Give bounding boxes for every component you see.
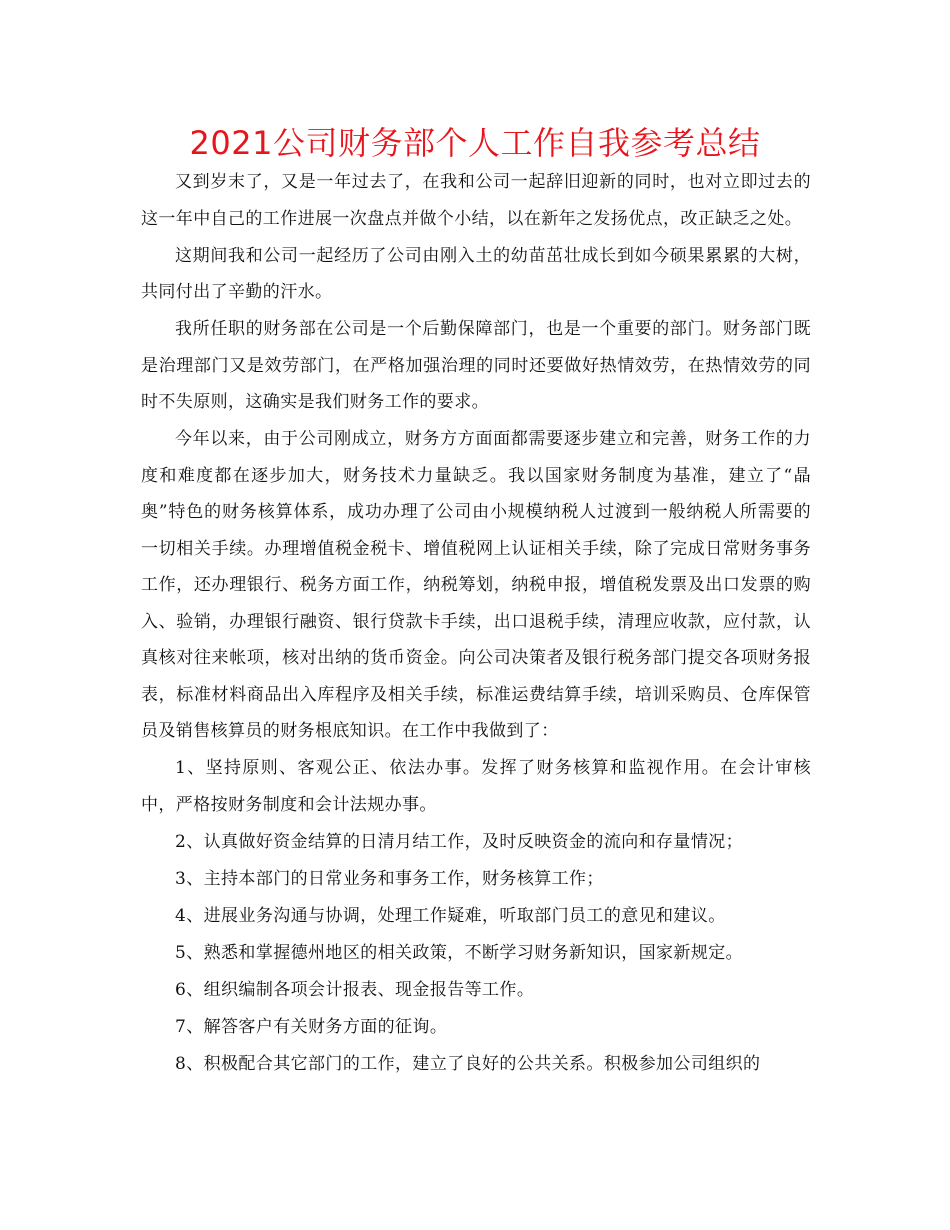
list-item-5: 5、熟悉和掌握德州地区的相关政策，不断学习财务新知识，国家新规定。 — [175, 942, 744, 963]
paragraph-intro: 又到岁末了，又是一年过去了，在我和公司一起辞旧迎新的同时，也对立即过去的这一年中自己的工作进展一次盘点并做个小结，以在新年之发扬优点，改正缺乏之处。 — [141, 172, 811, 229]
paragraph-work-summary: 今年以来，由于公司刚成立，财务方方面面都需要逐步建立和完善，财务工作的力度和难度都在逐步加大，财务技术力量缺乏。我以国家财务制度为基准，建立了“晶奥”特色的财务核算体系，成功办理了公司由小规模纳税人过渡到一般纳税人所需要的一切相关手续。办理增值税金税卡、增值税网上认证相关手续，除了完成日常财务事务工作，还办理银行、税务方面工作，纳税筹划，纳税申报，增值税发票及出口发票的购入、验销，办理银行融资、银行贷款卡手续，出口退税手续，清理应收款，应付款，认真核对往来帐项，核对出纳的货币资金。向公司决策者及银行税务部门提交各项财务报表，标准材料商品出入库程序及相关手续，标准运费结算手续，培训采购员、仓库保管员及销售核算员的财务根底知识。在工作中我做到了： — [141, 429, 811, 741]
list-item-3: 3、主持本部门的日常业务和事务工作，财务核算工作； — [175, 868, 604, 889]
list-item-1: 1、坚持原则、客观公正、依法办事。发挥了财务核算和监视作用。在会计审核中，严格按财务制度和会计法规办事。 — [141, 758, 811, 815]
document-title: 2021公司财务部个人工作自我参考总结 — [189, 124, 761, 162]
list-item-7: 7、解答客户有关财务方面的征询。 — [175, 1016, 448, 1037]
paragraph-department: 我所任职的财务部在公司是一个后勤保障部门，也是一个重要的部门。财务部门既是治理部门又是效劳部门，在严格加强治理的同时还要做好热情效劳，在热情效劳的同时不失原则，这确实是我们财务工作的要求。 — [141, 319, 811, 412]
list-item-8: 8、积极配合其它部门的工作，建立了良好的公共关系。积极参加公司组织的 — [175, 1053, 761, 1074]
document-body — [141, 164, 811, 1083]
list-item-2: 2、认真做好资金结算的日清月结工作，及时反映资金的流向和存量情况； — [175, 831, 744, 852]
list-item-4: 4、进展业务沟通与协调，处理工作疑难，听取部门员工的意见和建议。 — [175, 905, 726, 926]
list-item-6: 6、组织编制各项会计报表、现金报告等工作。 — [175, 979, 535, 1000]
paragraph-growth: 这期间我和公司一起经历了公司由刚入土的幼苗茁壮成长到如今硕果累累的大树，共同付出了辛勤的汗水。 — [141, 245, 811, 302]
